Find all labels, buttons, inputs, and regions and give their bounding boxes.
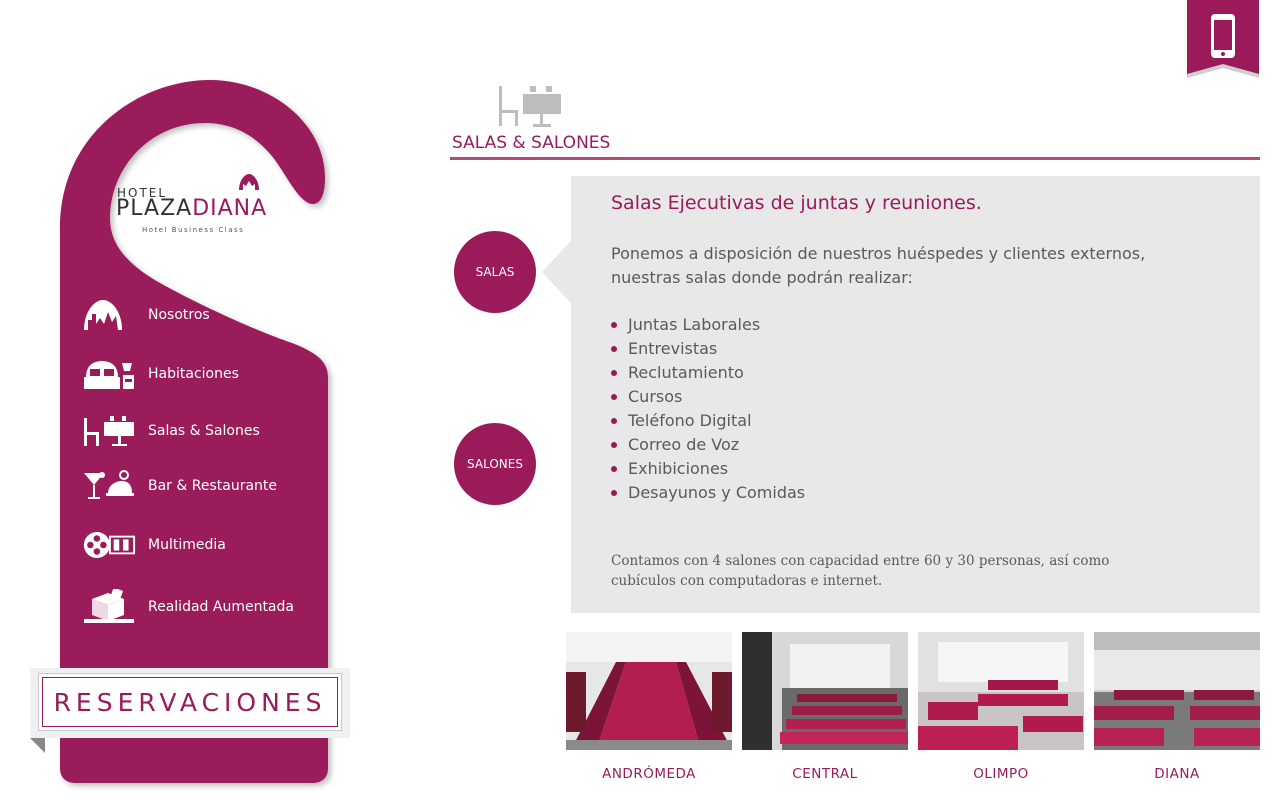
- skyline-icon: [82, 296, 136, 334]
- bullet-dot: [611, 322, 617, 328]
- panel-footer-note: Contamos con 4 salones con capacidad entre 60 y 30 personas, así como cubículos con computadoras e internet.: [611, 553, 1110, 589]
- list-item: Juntas Laborales: [611, 313, 805, 337]
- sidebar-item-bar-restaurante[interactable]: [82, 467, 277, 505]
- page-title: SALAS & SALONES: [452, 133, 611, 153]
- logo-name-plaza: PLAZA: [116, 196, 193, 221]
- sidebar-item-label: Habitaciones: [148, 366, 239, 382]
- sidebar-item-habitaciones[interactable]: [82, 355, 239, 393]
- list-item: Cursos: [611, 385, 805, 409]
- sidebar-item-nosotros[interactable]: [82, 296, 210, 334]
- sidebar-item-label: Nosotros: [148, 307, 210, 323]
- list-item: Exhibiciones: [611, 457, 805, 481]
- smartphone-icon: [1187, 0, 1259, 78]
- bullet-dot: [611, 466, 617, 472]
- reservations-button[interactable]: RESERVACIONES: [38, 673, 342, 731]
- sidebar-item-salas-salones[interactable]: [82, 412, 260, 450]
- panel-intro: Ponemos a disposición de nuestros huéspedes y clientes externos, nuestras salas donde podrán realizar:: [611, 244, 1146, 287]
- augmented-reality-box-icon: [82, 588, 136, 626]
- sidebar-item-realidad-aumentada[interactable]: [82, 588, 294, 626]
- list-item: Desayunos y Comidas: [611, 481, 805, 505]
- bed-lamp-icon: [82, 355, 136, 393]
- logo-dome-icon: [237, 172, 261, 192]
- room-label-central[interactable]: CENTRAL: [792, 766, 858, 782]
- tab-salas[interactable]: SALAS: [454, 231, 536, 313]
- sidebar-item-label: Bar & Restaurante: [148, 478, 278, 494]
- sidebar-item-label: Realidad Aumentada: [148, 599, 294, 615]
- meeting-table-icon: [497, 84, 565, 128]
- sidebar-item-multimedia[interactable]: [82, 526, 226, 564]
- hotel-logo: [112, 172, 282, 242]
- logo-name-diana: DIANA: [192, 196, 268, 221]
- list-item: Reclutamiento: [611, 361, 805, 385]
- logo-name: [116, 196, 267, 221]
- panel-title: Salas Ejecutivas de juntas y reuniones.: [611, 192, 982, 214]
- tab-salones[interactable]: SALONES: [454, 423, 536, 505]
- room-photo-andromeda[interactable]: [566, 632, 732, 750]
- bullet-dot: [611, 442, 617, 448]
- mobile-version-button[interactable]: [1187, 0, 1259, 78]
- room-label-olimpo[interactable]: OLIMPO: [973, 766, 1029, 782]
- room-photo-olimpo[interactable]: [918, 632, 1084, 750]
- list-item: Teléfono Digital: [611, 409, 805, 433]
- bullet-dot: [611, 394, 617, 400]
- title-divider: [450, 157, 1260, 160]
- bullet-dot: [611, 370, 617, 376]
- list-item: Correo de Voz: [611, 433, 805, 457]
- logo-hotel-word: HOTEL: [117, 186, 168, 200]
- room-label-andromeda[interactable]: ANDRÓMEDA: [602, 766, 696, 782]
- film-reel-icon: [82, 526, 136, 564]
- services-list: [611, 313, 805, 505]
- room-photo-diana[interactable]: [1094, 632, 1260, 750]
- room-label-diana[interactable]: DIANA: [1154, 766, 1200, 782]
- bullet-dot: [611, 346, 617, 352]
- meeting-table-icon: [82, 412, 136, 450]
- room-photo-central[interactable]: [742, 632, 908, 750]
- panel-pointer: [542, 240, 572, 304]
- bullet-dot: [611, 490, 617, 496]
- logo-tagline: Hotel Business Class: [142, 226, 245, 234]
- list-item: Entrevistas: [611, 337, 805, 361]
- cocktail-dish-icon: [82, 467, 136, 505]
- sidebar-item-label: Salas & Salones: [148, 423, 260, 439]
- bullet-dot: [611, 418, 617, 424]
- sidebar-item-label: Multimedia: [148, 537, 226, 553]
